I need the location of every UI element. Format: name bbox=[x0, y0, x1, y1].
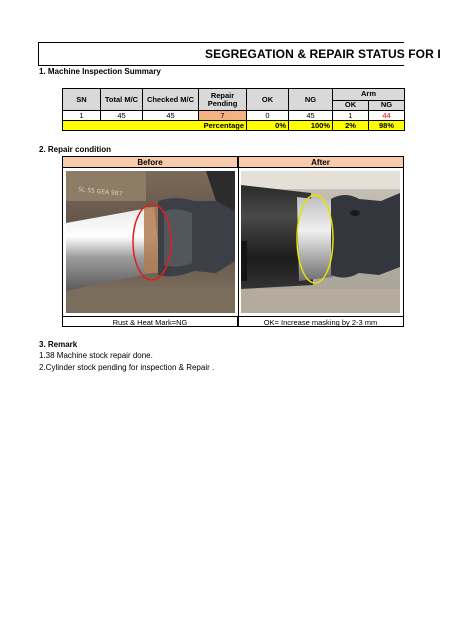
before-caption: Rust & Heat Mark=NG bbox=[63, 316, 238, 327]
header-repair-pending: Repair Pending bbox=[199, 89, 247, 111]
after-photo bbox=[241, 171, 400, 313]
remark-line-1: 1.38 Machine stock repair done. bbox=[39, 351, 153, 360]
inspection-summary-table bbox=[62, 88, 405, 131]
before-photo bbox=[66, 171, 235, 313]
header-ng: NG bbox=[289, 89, 333, 111]
percentage-ng: 100% bbox=[289, 121, 333, 131]
cell-arm-ok: 1 bbox=[333, 111, 369, 121]
report-title-box bbox=[38, 42, 441, 66]
percentage-label: Percentage bbox=[63, 121, 247, 131]
after-caption: OK= Increase masking by 2-3 mm bbox=[238, 316, 403, 327]
svg-text:SL 55 GEA 987: SL 55 GEA 987 bbox=[77, 186, 123, 198]
header-arm-ok: OK bbox=[333, 100, 369, 110]
report-title: SEGREGATION & REPAIR STATUS FOR I bbox=[205, 47, 441, 61]
cell-ng: 45 bbox=[289, 111, 333, 121]
cell-checked-mc: 45 bbox=[143, 111, 199, 121]
section-machine-inspection-summary: 1. Machine Inspection Summary bbox=[39, 67, 161, 76]
header-checked-mc: Checked M/C bbox=[143, 89, 199, 111]
after-header: After bbox=[238, 157, 403, 168]
percentage-row bbox=[63, 121, 405, 131]
section-remark: 3. Remark bbox=[39, 340, 78, 349]
cell-sn: 1 bbox=[63, 111, 101, 121]
header-arm: Arm bbox=[333, 89, 405, 101]
header-arm-ng: NG bbox=[369, 100, 405, 110]
table-row bbox=[63, 111, 405, 121]
cell-arm-ng: 44 bbox=[369, 111, 405, 121]
percentage-arm-ok: 2% bbox=[333, 121, 369, 131]
header-sn: SN bbox=[63, 89, 101, 111]
header-total-mc: Total M/C bbox=[101, 89, 143, 111]
section-repair-condition: 2. Repair condition bbox=[39, 145, 112, 154]
remark-line-2: 2.Cylinder stock pending for inspection & Repair . bbox=[39, 363, 215, 372]
column-divider bbox=[238, 157, 239, 326]
cell-total-mc: 45 bbox=[101, 111, 143, 121]
repair-condition-table bbox=[62, 156, 404, 327]
cell-repair-pending: 7 bbox=[199, 111, 247, 121]
percentage-arm-ng: 98% bbox=[369, 121, 405, 131]
cell-ok: 0 bbox=[247, 111, 289, 121]
header-ok: OK bbox=[247, 89, 289, 111]
before-header: Before bbox=[63, 157, 238, 168]
percentage-ok: 0% bbox=[247, 121, 289, 131]
